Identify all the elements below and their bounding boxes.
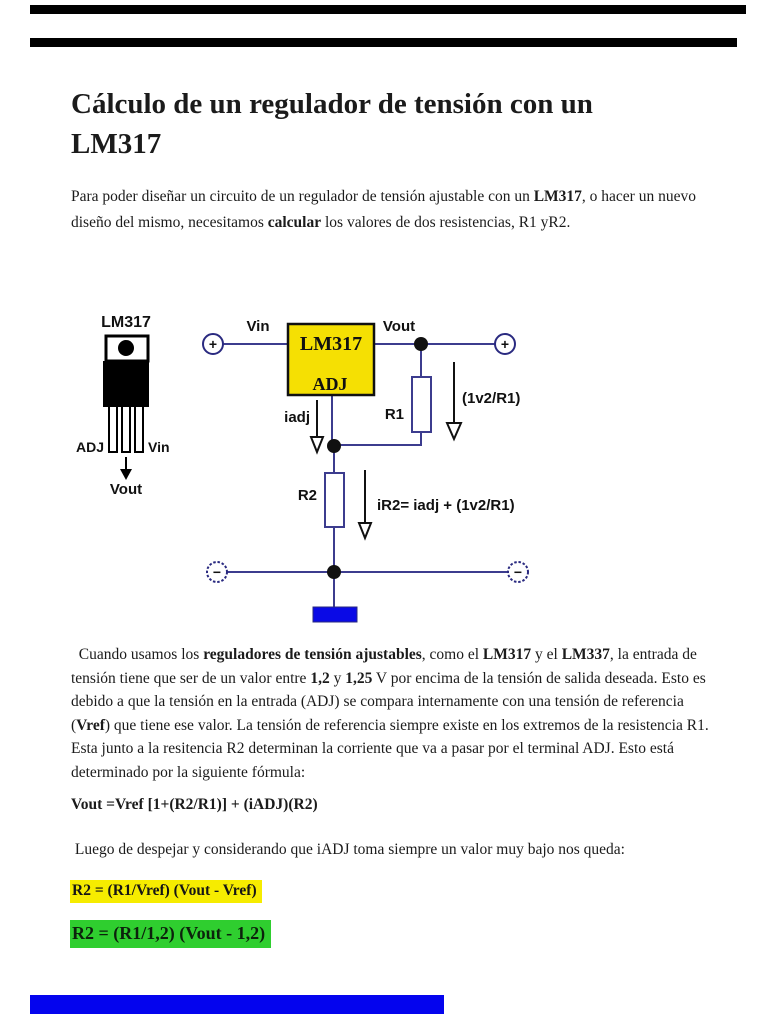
bottom-blue-bar xyxy=(30,995,444,1014)
to220-package xyxy=(76,314,170,498)
to220-leg-right xyxy=(135,406,143,452)
to220-pin-vout-label: Vout xyxy=(109,481,143,498)
positive-terminal-right-symbol: + xyxy=(500,336,510,352)
resistor-r1 xyxy=(412,377,431,432)
vin-label: Vin xyxy=(246,318,270,335)
current-r1-arrow-icon xyxy=(447,423,461,439)
iadj-arrow-icon xyxy=(311,437,323,452)
r1-label: R1 xyxy=(384,406,404,423)
resistor-r2 xyxy=(325,473,344,527)
vout-label: Vout xyxy=(382,318,416,335)
note-line: Luego de despejar y considerando que iADJ toma siempre un valor muy bajo nos queda: xyxy=(71,841,625,858)
regulator-name-label: LM317 xyxy=(299,333,363,355)
to220-leg-middle xyxy=(122,406,130,452)
ir2-formula-label: iR2= iadj + (1v2/R1) xyxy=(377,497,515,514)
to220-body xyxy=(103,361,149,407)
negative-terminal-right-symbol: − xyxy=(513,564,523,580)
to220-package-title: LM317 xyxy=(101,314,151,331)
main-formula: Vout =Vref [1+(R2/R1)] + (iADJ)(R2) xyxy=(71,796,318,813)
formula-highlight-yellow: R2 = (R1/Vref) (Vout - Vref) xyxy=(70,880,262,903)
page-title: Cálculo de un regulador de tensión con un LM317 xyxy=(71,88,593,160)
to220-pin-adj-label: ADJ xyxy=(75,439,104,455)
positive-terminal-left-symbol: + xyxy=(208,336,218,352)
node-dot-adj xyxy=(327,439,341,453)
node-dot-vout xyxy=(414,337,428,351)
intro-paragraph: Para poder diseñar un circuito de un regulador de tensión ajustable con un LM317, o hacer un nuevo diseño del mismo, necesitamos calcular los valores de dos resistencias, R1 yR2. xyxy=(71,188,696,231)
to220-vout-arrow-icon xyxy=(120,469,132,480)
node-dot-ground xyxy=(327,565,341,579)
formula-highlight-green: R2 = (R1/1,2) (Vout - 1,2) xyxy=(70,920,271,948)
body-paragraph: Cuando usamos los reguladores de tensión ajustables, como el LM317 y el LM337, la entrada de tensión tiene que ser de un valor entre 1,2 y 1,25 V por encima de la tensión de salida deseada. Esto es debido a que la tensión en la entrada (ADJ) se compara internamente con una tensión de referencia (Vref) que tiene ese valor. La tensión de referencia siempre existe en los extremos de la resistencia R1. Esta junto a la resitencia R2 determinan la corriente que va a pasar por el terminal ADJ. Esto está determinado por la siguiente fórmula: xyxy=(71,646,709,781)
negative-terminal-left-symbol: − xyxy=(212,564,222,580)
to220-pin-vin-label: Vin xyxy=(148,439,170,455)
r2-label: R2 xyxy=(297,487,317,504)
iadj-label: iadj xyxy=(284,409,310,426)
to220-mounting-hole-icon xyxy=(118,340,134,356)
current-r1-label: (1v2/R1) xyxy=(462,390,521,407)
regulator-adj-label: ADJ xyxy=(312,374,348,394)
ir2-arrow-icon xyxy=(359,523,371,538)
to220-leg-left xyxy=(109,406,117,452)
ground-symbol-icon xyxy=(313,607,357,622)
